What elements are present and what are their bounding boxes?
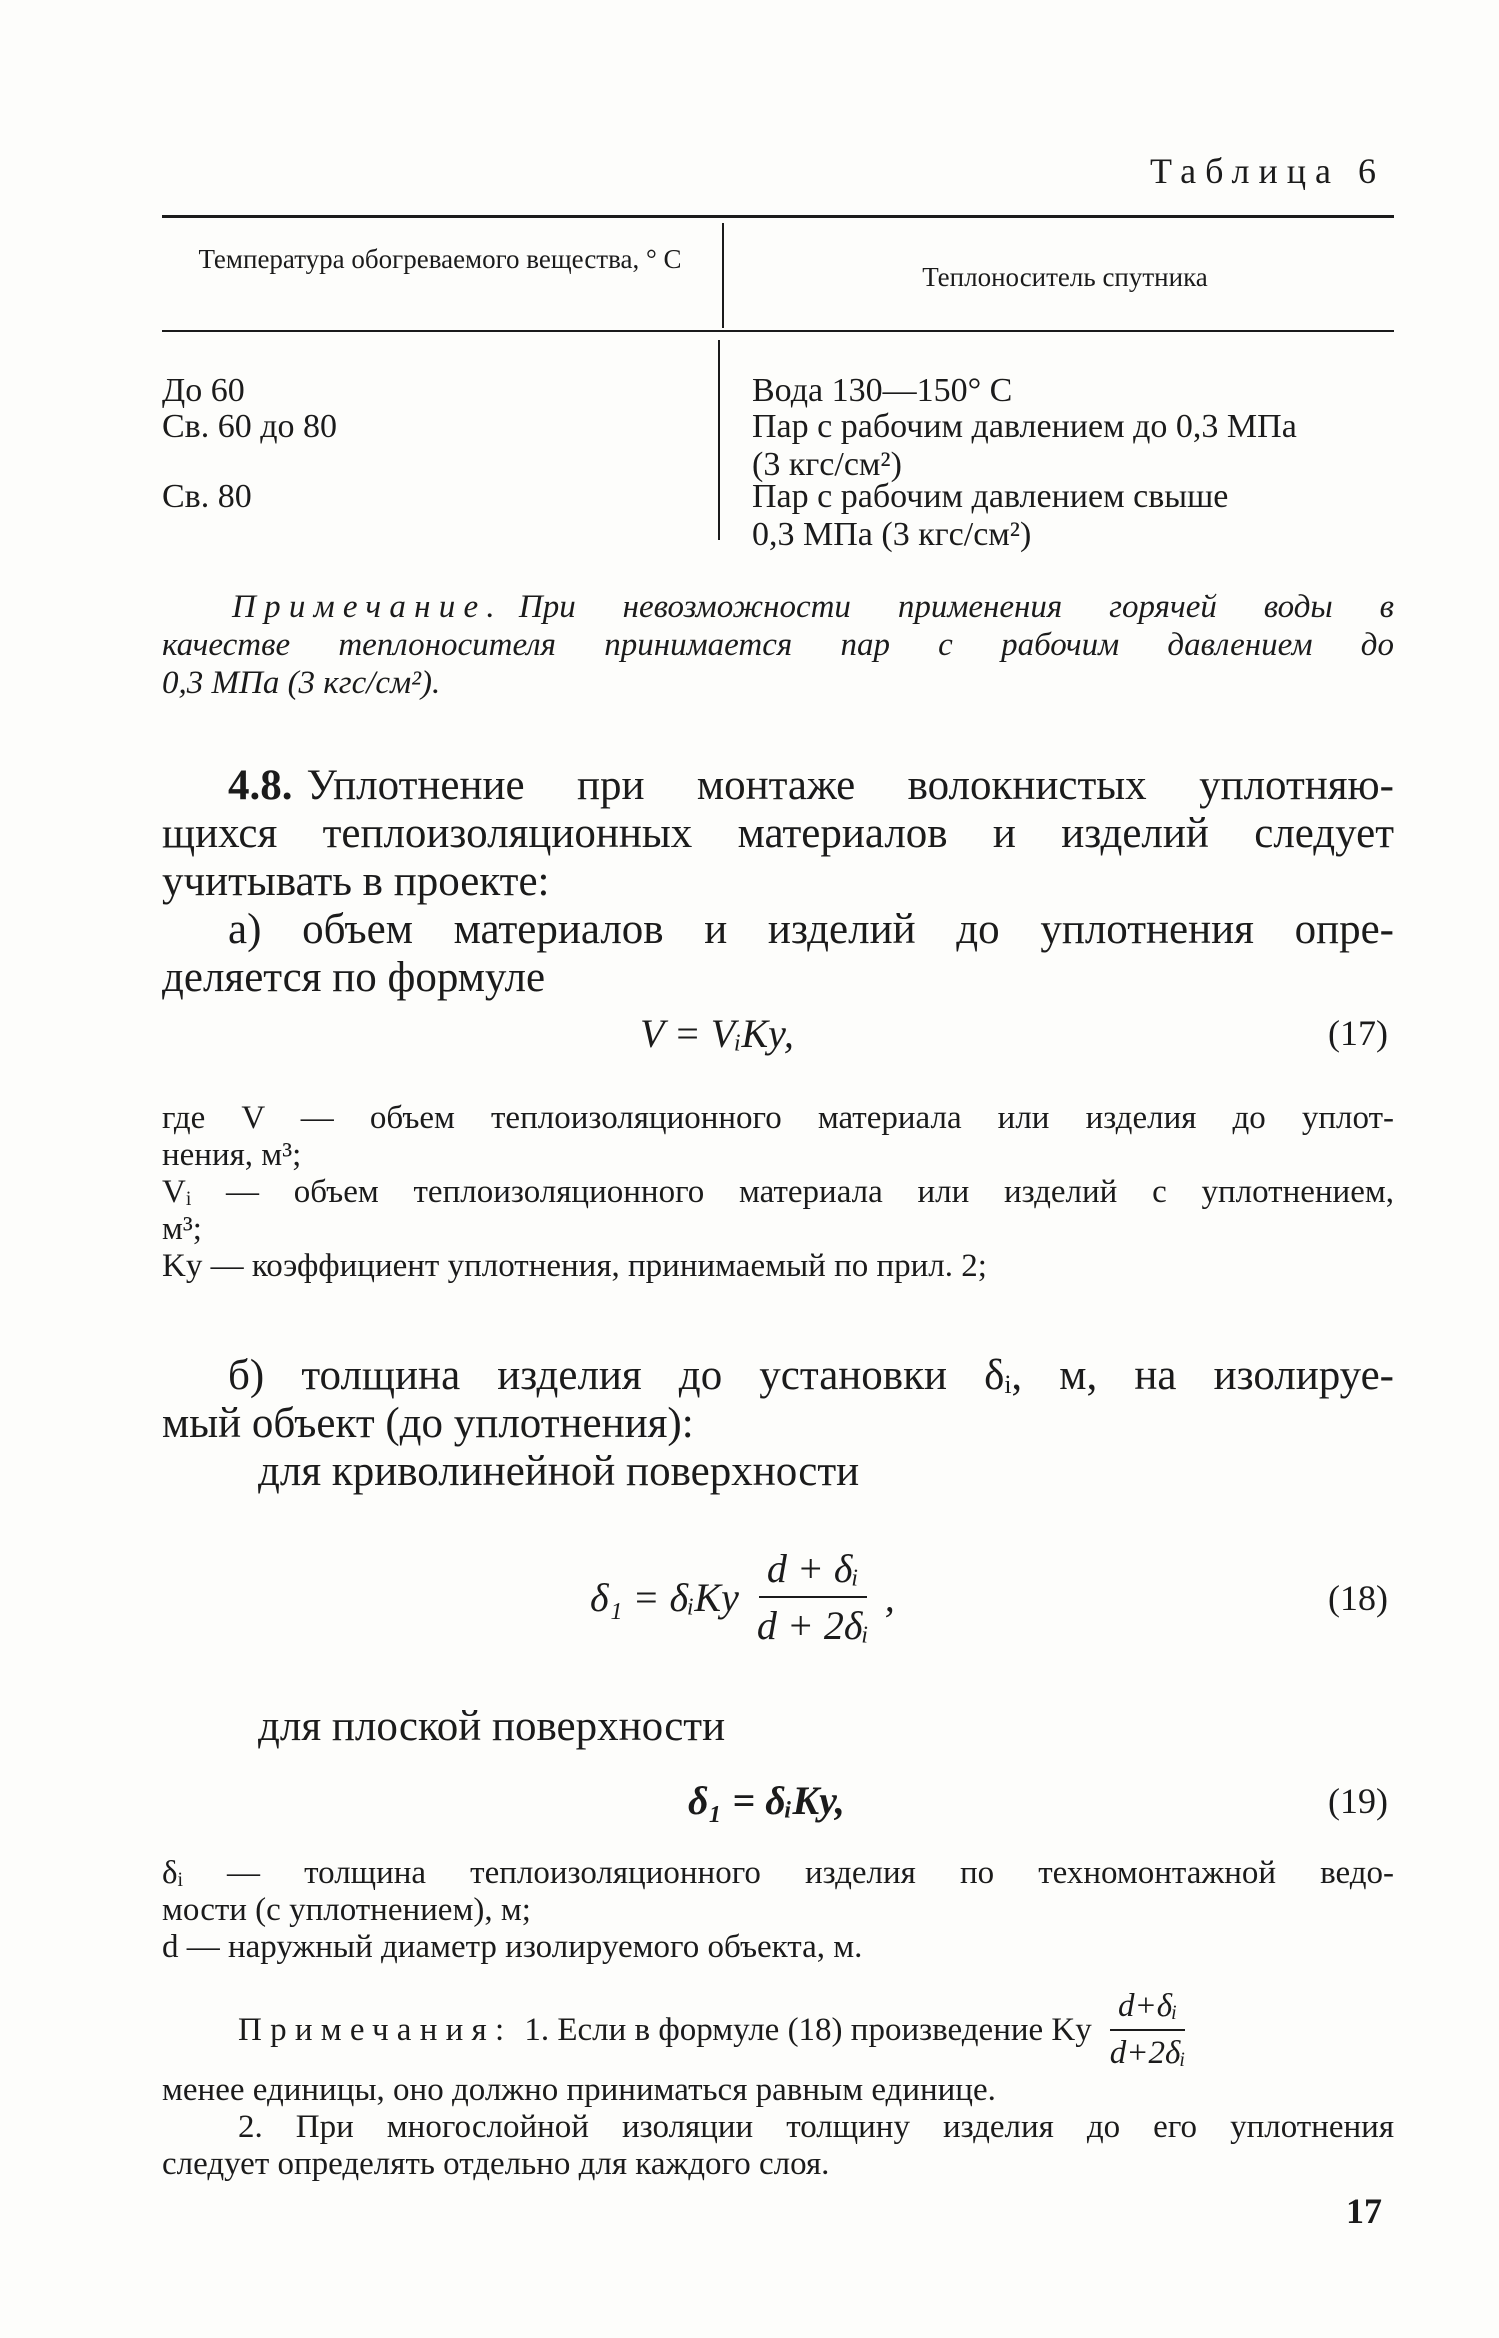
table-header-divider [722,223,724,328]
formula-18-denominator: d + 2δᵢ [756,1603,869,1648]
notes-label: Примечания: [238,2011,513,2048]
definitions-19 [162,1855,1394,1966]
table-row-1-carrier [752,372,1394,410]
note-1-end: менее единицы, оно должно приниматься равным единице. [162,2072,996,2108]
formula-17-number: (17) [1328,1013,1388,1053]
formula-19-number: (19) [1328,1781,1388,1821]
table-header-carrier: Теплоноситель спутника [922,262,1208,292]
note-1-fraction [1102,1988,1194,2072]
curved-surface-label: для криволинейной поверхности [258,1448,860,1495]
table-note-line: качестве теплоносителя принимается пар с рабочим давлением до [162,627,1394,663]
page-number: 17 [1346,2191,1382,2231]
table-cell-line: 0,3 МПа (3 кгс/см²) [752,516,1032,553]
flat-surface-label: для плоской поверхности [258,1703,726,1750]
table-cell-line: Пар с рабочим давлением до 0,3 МПа [752,408,1297,445]
formula-18-numerator: d + δᵢ [759,1545,867,1598]
note-1-denominator: d+2δᵢ [1109,2035,1186,2071]
section-4-8 [162,762,1394,1002]
table-cell-line: Вода 130—150° С [752,372,1013,409]
definition-line: Kу — коэффициент уплотнения, принимаемый по прил. 2; [162,1248,987,1284]
formula-17: V = VᵢKу, [640,1011,794,1056]
table-note-line: При невозможности применения горячей воды в [518,589,1394,625]
definitions-17 [162,1100,1394,1285]
section-line: Уплотнение при монтаже волокнистых уплотняю- [306,762,1394,809]
table-cell-line: (3 кгс/см²) [752,446,902,483]
table-cell-line: Пар с рабочим давлением свыше [752,478,1229,515]
table-note-line: 0,3 МПа (3 кгс/см²). [162,665,441,701]
formula-19: δ₁ = δᵢKу, [688,1778,845,1823]
table-row-1-temp: До 60 [162,372,245,409]
paragraph-b [162,1352,1394,1496]
definition-line: δᵢ — толщина теплоизоляционного изделия по техномонтажной ведо- [162,1855,1394,1891]
definition-line: Vᵢ — объем теплоизоляционного материала или изделий с уплотнением, [162,1174,1394,1210]
formula-18: δ₁ = δᵢKу $\frac{\text{d + δᵢ}}{\text{d + 2δᵢ}}$ , [590,1546,895,1648]
definition-line: м³; [162,1211,202,1247]
table-body-divider [718,340,720,540]
note-2-line: следует определять отдельно для каждого слоя. [162,2146,830,2182]
section-line: щихся теплоизоляционных материалов и изделий следует [162,810,1394,857]
table-row-3-temp: Св. 80 [162,478,252,515]
table-row-2-temp: Св. 60 до 80 [162,408,338,445]
table-row-3-carrier [752,478,1394,554]
table-header-temperature: Температура обогреваемого вещества, ° С [198,244,682,274]
definition-line: нения, м³; [162,1137,302,1173]
definition-line: мости (с уплотнением), м; [162,1892,531,1928]
note-1-start: 1. Если в формуле (18) произведение Kу [524,2011,1092,2048]
paragraph-b-line: мый объект (до уплотнения): [162,1400,694,1447]
notes [162,1988,1394,2183]
note-2-line: 2. При многослойной изоляции толщину изделия до его уплотнения [238,2109,1394,2145]
section-a-line: а) объем материалов и изделий до уплотнения опре- [228,906,1394,953]
definition-line: d — наружный диаметр изолируемого объекта, м. [162,1929,863,1965]
formula-18-fraction [749,1545,877,1649]
table-label: Таблица 6 [1150,151,1385,191]
table-note-label: Примечание. [232,589,503,625]
formula-18-lhs: δ₁ = δᵢKу [590,1574,739,1620]
section-a-line: деляется по формуле [162,954,546,1001]
table-top-rule [162,215,1394,218]
table-row-2-carrier [752,408,1394,484]
table-header-rule [162,330,1394,332]
table-note [162,588,1394,702]
definition-line: где V — объем теплоизоляционного материала или изделия до уплот- [162,1100,1394,1136]
section-line: учитывать в проекте: [162,858,550,905]
paragraph-b-line: б) толщина изделия до установки δᵢ, м, на изолируе- [228,1352,1394,1399]
formula-18-number: (18) [1328,1578,1388,1618]
section-number: 4.8. [228,762,293,809]
note-1-numerator: d+δᵢ [1110,1988,1185,2031]
